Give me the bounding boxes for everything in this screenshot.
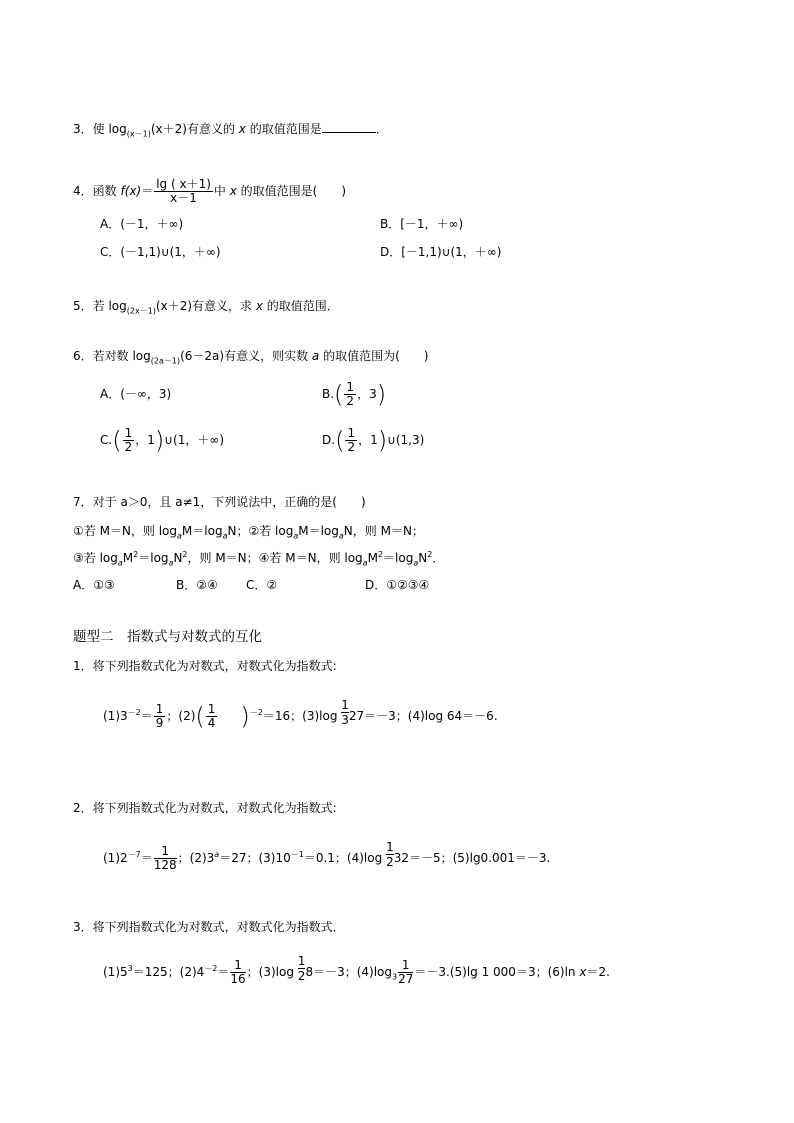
statement-text: M <box>367 551 378 565</box>
fraction-numerator: 1 <box>398 959 413 973</box>
statement-text: M <box>122 551 134 565</box>
expr-part: ；(3)log <box>246 965 294 979</box>
fraction-numerator: 1 <box>230 959 245 973</box>
expr-part: ＝125；(2)4 <box>132 965 205 979</box>
expr-part: ＝2. <box>586 965 610 979</box>
option-mid: ，1 <box>358 433 378 447</box>
fraction <box>230 959 245 986</box>
option-label: B. <box>322 387 335 401</box>
option-c[interactable]: C．② <box>246 578 278 592</box>
q5-text: 若 log <box>92 299 127 313</box>
expr-part: 32＝－5；(5)lg0.001＝－3. <box>393 851 551 865</box>
answer-blank[interactable] <box>322 121 376 133</box>
expr-part: ；(2) <box>166 709 196 723</box>
fraction <box>398 959 413 986</box>
fraction <box>154 703 166 730</box>
fraction-numerator: 1 <box>341 698 349 712</box>
right-paren: ) <box>377 426 388 455</box>
fraction <box>123 427 135 454</box>
question-4 <box>73 178 346 205</box>
equals-sign: ＝ <box>140 709 153 723</box>
instruction: 将下列指数式化为对数式，对数式化为指数式: <box>92 659 337 673</box>
option-rest: ，3 <box>357 387 377 401</box>
q3-text-b: 有意义的 <box>186 122 235 136</box>
option-label: D. <box>322 433 336 447</box>
question-number: 2． <box>73 801 93 815</box>
expr-part: 8＝－3；(4)log <box>305 965 392 979</box>
question-number: 7． <box>73 495 93 509</box>
statement-text: ，则 M＝N；④若 M＝N，则 log <box>187 551 363 565</box>
log-base: a <box>222 531 228 541</box>
variable: x <box>255 299 263 313</box>
right-paren: ) <box>376 380 387 409</box>
option-label: C. <box>100 433 113 447</box>
equals-sign: ＝ <box>141 184 154 198</box>
left-paren: ( <box>334 380 344 409</box>
fraction <box>345 427 357 454</box>
fraction-denominator: 128 <box>153 858 177 872</box>
log-base: (2x－1) <box>126 306 156 316</box>
question-number: 6． <box>73 349 93 363</box>
log-base: a <box>177 531 182 541</box>
log-base: a <box>168 558 174 568</box>
expr-part: (1)2 <box>103 851 128 865</box>
statement-text: ＝log <box>383 551 414 565</box>
option-rest: ∪(1，＋∞) <box>164 433 225 447</box>
expr-part: ＝0.1；(4)log <box>303 851 383 865</box>
instruction: 将下列指数式化为对数式，对数式化为指数式． <box>92 920 345 934</box>
exponent: －2 <box>127 708 141 717</box>
option-c[interactable]: C．(－1,1)∪(1，＋∞) <box>100 245 221 259</box>
log-base: 3 <box>392 972 398 982</box>
exponent: －1 <box>290 850 304 859</box>
option-b[interactable]: B．②④ <box>176 578 218 592</box>
statement-text: M＝log <box>181 524 223 538</box>
instruction: 将下列指数式化为对数式，对数式化为指数式: <box>92 801 337 815</box>
fraction-numerator: 1 <box>124 426 133 440</box>
question-7 <box>73 494 366 510</box>
s2q2-expressions <box>103 840 550 874</box>
log-base: a <box>413 558 419 568</box>
exponent: a <box>214 850 220 859</box>
expr-part: ；(2)3 <box>177 851 215 865</box>
option-b[interactable] <box>322 378 386 410</box>
left-paren: ( <box>112 426 122 455</box>
fraction-denominator: 3 <box>341 713 349 727</box>
q4-text-c: 的取值范围是( ) <box>240 184 347 198</box>
variable: x <box>238 122 246 136</box>
log-base: (x－1) <box>126 129 151 139</box>
fraction-denominator: 16 <box>230 972 246 986</box>
exponent: 2 <box>133 550 139 559</box>
q4-text: 函数 <box>92 184 117 198</box>
option-mid: ，1 <box>135 433 155 447</box>
left-paren: ( <box>195 702 205 731</box>
statement-text: ． <box>432 551 445 565</box>
exponent: －7 <box>127 850 141 859</box>
question-number: 3． <box>73 122 93 136</box>
fraction-denominator: x－1 <box>170 191 197 205</box>
q6-text-c: 的取值范围为( ) <box>323 349 429 363</box>
statement-text: M＝log <box>298 524 339 538</box>
exponent: －2 <box>204 964 218 973</box>
s2q3-expressions <box>103 954 610 988</box>
s2-question-2 <box>73 800 337 816</box>
fraction-numerator: 1 <box>155 702 164 716</box>
log-argument: (6－2a) <box>180 349 225 363</box>
left-paren: ( <box>335 426 345 455</box>
statement-text: ①若 M＝N，则 log <box>73 524 178 538</box>
expr-part: ＝27；(3)10 <box>219 851 291 865</box>
question-number: 5． <box>73 299 93 313</box>
q3-text: 使 log <box>92 122 127 136</box>
option-b[interactable]: B．[－1，＋∞) <box>380 217 464 231</box>
log-base-fraction <box>386 840 394 869</box>
statement-text: ③若 log <box>73 551 118 565</box>
question-number: 3． <box>73 920 93 934</box>
s2q1-expressions <box>103 698 498 732</box>
exponent: －2 <box>249 708 263 717</box>
option-d[interactable]: D．[－1,1)∪(1，＋∞) <box>380 245 502 259</box>
fraction-numerator: 1 <box>347 426 356 440</box>
exponent: 2 <box>377 550 384 559</box>
fraction-numerator: lg ( x＋1) <box>156 177 211 191</box>
option-a[interactable]: A．(－1，＋∞) <box>100 217 184 231</box>
question-6 <box>73 348 428 364</box>
q3-end: ． <box>375 122 388 136</box>
s2-question-1 <box>73 658 337 674</box>
q3-text-c: 的取值范围是 <box>249 122 322 136</box>
expr-part: ＝16；(3)log <box>262 709 338 723</box>
log-base: a <box>117 558 123 568</box>
log-argument: (x＋2) <box>150 122 187 136</box>
option-d[interactable] <box>322 424 424 456</box>
right-paren: ) <box>154 426 165 455</box>
fraction-denominator: 2 <box>297 969 306 983</box>
equals-sign: ＝ <box>140 851 153 865</box>
fraction-denominator: 2 <box>124 440 133 454</box>
q7-statements-2 <box>73 550 444 566</box>
option-d[interactable]: D．①②③④ <box>365 578 430 592</box>
expr-part: (1)3 <box>103 709 128 723</box>
fraction-denominator: 9 <box>155 716 164 730</box>
expr-part: ＝－3.(5)lg 1 000＝3；(6)ln <box>414 965 576 979</box>
q7-stem: 对于 a＞0，且 a≠1，下列说法中，正确的是( ) <box>92 495 366 509</box>
log-base-fraction <box>341 698 349 727</box>
option-c[interactable] <box>100 424 224 456</box>
statement-text: N；②若 log <box>227 524 294 538</box>
question-5 <box>73 298 339 314</box>
expr-part: 27＝－3；(4)log 64＝－6. <box>348 709 498 723</box>
q5-text-c: 的取值范围． <box>266 299 339 313</box>
question-number: 4． <box>73 184 93 198</box>
fraction-numerator: 1 <box>346 380 355 394</box>
exponent: 2 <box>182 550 188 559</box>
statement-text: N，则 M＝N； <box>343 524 424 538</box>
fraction-numerator: 1 <box>386 840 394 854</box>
option-rest: ∪(1,3) <box>387 433 425 447</box>
fraction-numerator: 1 <box>297 954 306 968</box>
question-3 <box>73 121 388 137</box>
q7-statements-1 <box>73 523 424 539</box>
exponent: 3 <box>127 964 133 973</box>
option-a[interactable]: A．①③ <box>73 578 115 592</box>
log-argument: (x＋2) <box>155 299 193 313</box>
fraction-denominator: 2 <box>347 440 356 454</box>
equals-sign: ＝ <box>217 965 230 979</box>
question-number: 1． <box>73 659 93 673</box>
fraction-numerator: 1 <box>154 845 177 859</box>
statement-text: N <box>173 551 183 565</box>
fraction <box>154 845 177 872</box>
fraction-denominator: 2 <box>386 855 394 869</box>
variable: x <box>229 184 237 198</box>
option-a[interactable]: A．(－∞，3) <box>100 387 172 401</box>
fraction <box>344 381 356 408</box>
s2-question-3 <box>73 919 345 935</box>
exponent: 2 <box>427 550 433 559</box>
variable: a <box>311 349 320 363</box>
expr-part: (1)5 <box>103 965 128 979</box>
fraction-denominator: 2 <box>346 394 355 408</box>
fraction <box>206 703 218 730</box>
q4-text-b: 中 <box>213 184 226 198</box>
fraction-denominator: 4 <box>207 716 216 730</box>
log-base: (2a－1) <box>150 356 181 366</box>
fraction-numerator: 1 <box>207 702 216 716</box>
fraction <box>154 178 213 205</box>
right-paren: ) <box>240 702 250 731</box>
function-name: f(x) <box>120 184 142 198</box>
q5-text-b: 有意义，求 <box>192 299 253 313</box>
q6-text: 若对数 log <box>92 349 151 363</box>
variable: x <box>579 965 587 979</box>
log-base: a <box>293 531 299 541</box>
section-title: 题型二 指数式与对数式的互化 <box>73 629 262 645</box>
statement-text: ＝log <box>138 551 169 565</box>
statement-text: N <box>418 551 428 565</box>
q6-text-b: 有意义，则实数 <box>224 349 309 363</box>
log-base: a <box>362 558 368 568</box>
fraction-denominator: 27 <box>398 972 414 986</box>
log-base: a <box>338 531 344 541</box>
